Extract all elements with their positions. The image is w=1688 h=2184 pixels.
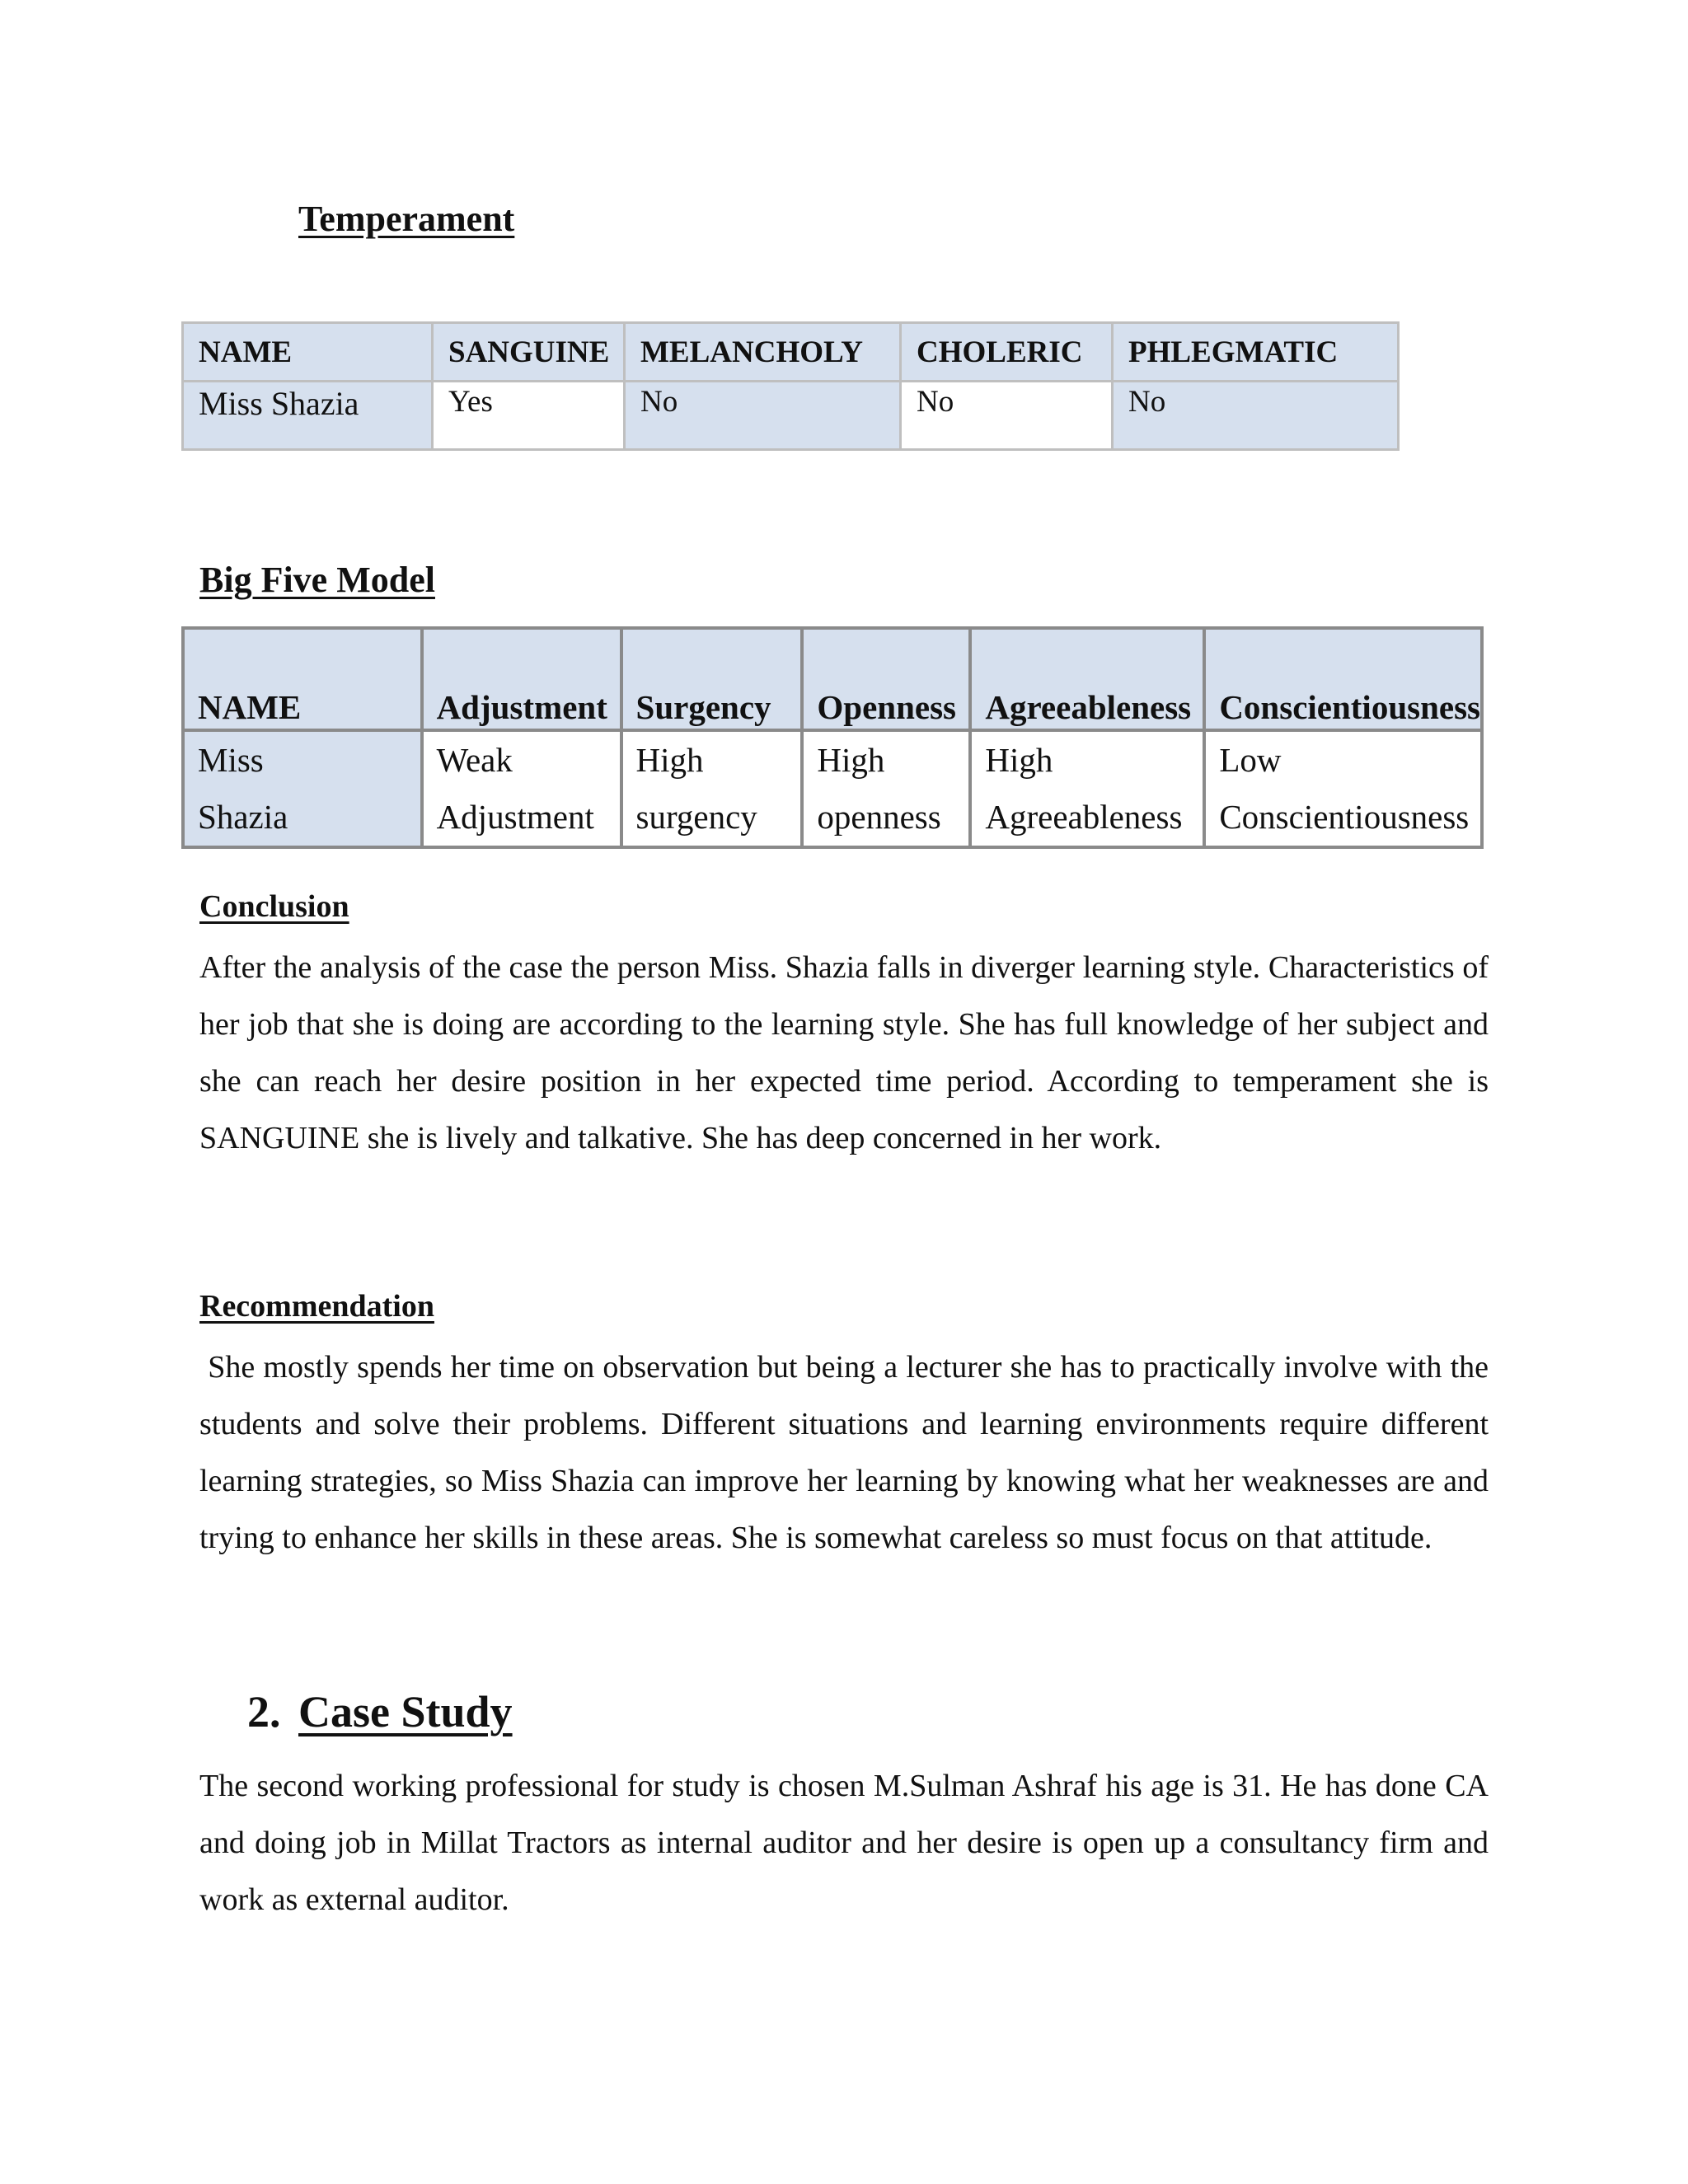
temperament-table	[181, 321, 1400, 451]
table-cell	[802, 730, 970, 847]
table-cell	[422, 730, 621, 847]
table-cell	[970, 730, 1204, 847]
table-header-row	[183, 323, 1399, 382]
cell-line: High	[635, 741, 704, 779]
header-cell: Adjustment	[422, 628, 621, 730]
header-cell: Agreeableness	[970, 628, 1204, 730]
case-study-heading: Case Study	[298, 1687, 513, 1736]
table-cell: No	[901, 382, 1113, 450]
table-row	[183, 730, 1482, 847]
case-study-paragraph: The second working professional for study is chosen M.Sulman Ashraf his age is 31. He has done CA and doing job in Millat Tractors as internal auditor and her desire is open up a consultancy firm and work as external auditor.	[199, 1769, 1489, 1917]
table-cell	[183, 730, 422, 847]
table-row	[183, 382, 1399, 450]
header-cell: CHOLERIC	[901, 323, 1113, 382]
table-cell: No	[1113, 382, 1399, 450]
cell-line: surgency	[635, 798, 757, 836]
cell-line: Adjustment	[436, 798, 594, 836]
big-five-heading: Big Five Model	[199, 560, 435, 600]
cell-line: Conscientiousness	[1219, 798, 1470, 836]
table-cell: No	[625, 382, 901, 450]
header-cell: NAME	[183, 628, 422, 730]
header-cell: PHLEGMATIC	[1113, 323, 1399, 382]
cell-line: Shazia	[198, 798, 288, 836]
cell-line: Agreeableness	[985, 798, 1183, 836]
cell-line: openness	[817, 798, 941, 836]
big-five-table	[181, 626, 1484, 849]
table-header-row	[183, 628, 1482, 730]
conclusion-paragraph: After the analysis of the case the person Miss. Shazia falls in diverger learning style. Characteristics of her job that she is doing are according to the learning style. She has full knowledge of her subject and she can reach her desire position in her expected time period. According to temperament she is SANGUINE she is lively and talkative. She has deep concerned in her work.	[199, 950, 1489, 1155]
table-cell	[621, 730, 803, 847]
recommendation-paragraph: She mostly spends her time on observation but being a lecturer she has to practically involve with the students and solve their problems. Different situations and learning environments require different learning strategies, so Miss Shazia can improve her learning by knowing what her weaknesses are and trying to enhance her skills in these areas. She is somewhat careless so must focus on that attitude.	[199, 1350, 1489, 1555]
cell-line: Low	[1219, 741, 1282, 779]
header-cell: SANGUINE	[433, 323, 625, 382]
table-cell: Miss Shazia	[183, 382, 433, 450]
header-cell: Conscientiousness	[1204, 628, 1482, 730]
header-cell: Surgency	[621, 628, 803, 730]
table-cell: Yes	[433, 382, 625, 450]
header-cell: MELANCHOLY	[625, 323, 901, 382]
cell-line: Weak	[436, 741, 513, 779]
table-cell	[1204, 730, 1482, 847]
cell-line: Miss	[198, 741, 264, 779]
cell-line: High	[817, 741, 885, 779]
conclusion-heading: Conclusion	[199, 889, 349, 924]
temperament-heading: Temperament	[298, 199, 515, 239]
header-cell: Openness	[802, 628, 970, 730]
recommendation-heading: Recommendation	[199, 1289, 434, 1324]
header-cell: NAME	[183, 323, 433, 382]
cell-line: High	[985, 741, 1053, 779]
section-number: 2.	[247, 1687, 281, 1736]
